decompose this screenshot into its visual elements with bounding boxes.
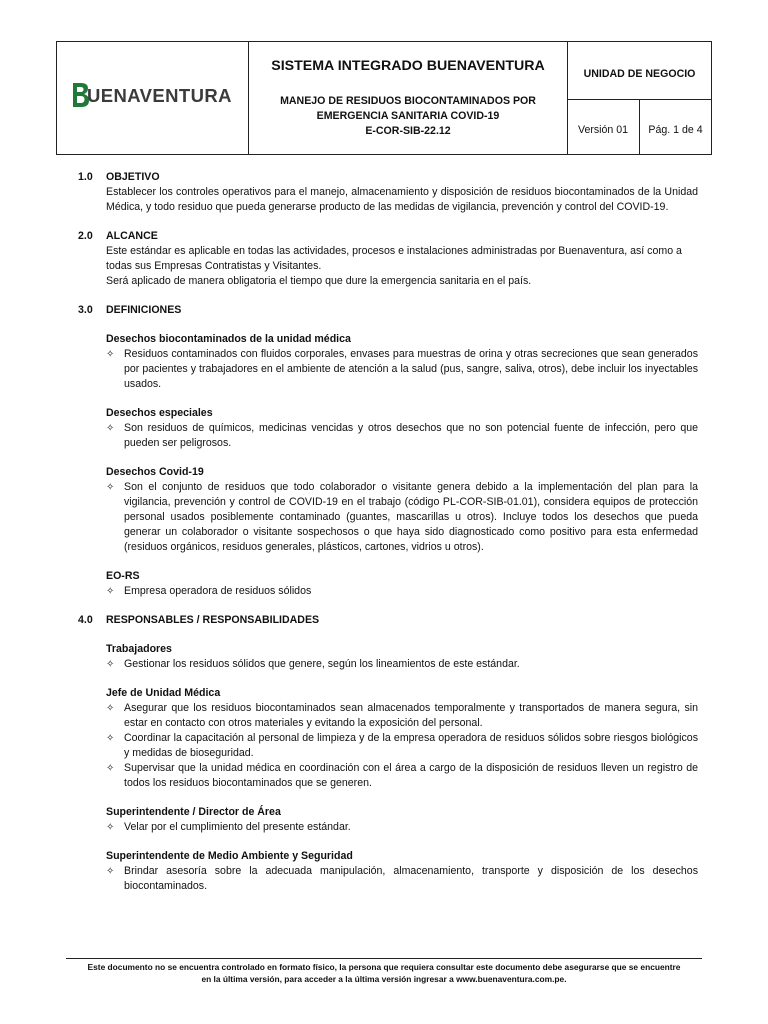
list-item-text: Brindar asesoría sobre la adecuada manipulación, almacenamiento, transporte y disposición de los desechos biocontaminados. (124, 865, 698, 892)
document-code: E-COR-SIB-22.12 (365, 125, 451, 137)
bullet-list (106, 480, 698, 555)
company-logo (71, 82, 247, 112)
footer-divider (66, 958, 702, 959)
list-item (106, 864, 698, 894)
list-item-text: Son el conjunto de residuos que todo colaborador o visitante genera debido a la implementación del plan para la vigilancia, prevención y control de COVID-19 en el trabajo (código PL-COR-SIB-01.01), considera equipos de protección personal usados posiblemente contaminado (guantes, mascarillas u otros). Incluye todos los desechos que pueda generar un colaborador o visitante sospechosos o que haya sido diagnosticado como positivo para esta enfermedad (residuos orgánicos, residuos generales, plásticos, cartones, vidrios u otros). (124, 481, 698, 553)
bullet-icon: ✧ (106, 733, 115, 744)
document-title (249, 94, 567, 139)
bullet-icon: ✧ (106, 349, 115, 360)
subheading: Desechos Covid-19 (106, 466, 204, 478)
document-title-line: EMERGENCIA SANITARIA COVID-19 (316, 110, 500, 122)
subheading: EO-RS (106, 570, 140, 582)
subheading: Trabajadores (106, 643, 172, 655)
section-responsables (78, 613, 698, 894)
logo-text: UENAVENTURA (87, 85, 232, 106)
list-item-text: Empresa operadora de residuos sólidos (124, 585, 312, 597)
list-item (106, 421, 698, 451)
section-heading (78, 613, 698, 628)
section-objetivo (78, 170, 698, 215)
section-title: OBJETIVO (106, 171, 160, 183)
section-title: DEFINICIONES (106, 304, 182, 316)
section-heading (78, 170, 698, 185)
subheading: Desechos especiales (106, 407, 213, 419)
document-body (78, 170, 698, 908)
bullet-icon: ✧ (106, 763, 115, 774)
list-item-text: Son residuos de químicos, medicinas vencidas y otros desechos que no son potencial fuente de infección, pero que pueden ser peligrosos. (124, 422, 698, 449)
bullet-icon: ✧ (106, 703, 115, 714)
bullet-list (106, 584, 698, 599)
header-divider (567, 42, 568, 154)
paragraph: Establecer los controles operativos para el manejo, almacenamiento y disposición de residuos biocontaminados de la Unidad Médica, y todo residuo que pueda generarse producto de las medidas de vigilancia, prevención y control del COVID-19. (106, 186, 698, 213)
section-number: 2.0 (78, 230, 93, 242)
section-alcance (78, 229, 698, 289)
list-item-text: Velar por el cumplimiento del presente estándar. (124, 821, 351, 833)
list-item (106, 584, 698, 599)
bullet-list (106, 347, 698, 392)
section-heading (78, 229, 698, 244)
section-number: 1.0 (78, 171, 93, 183)
paragraph: Este estándar es aplicable en todas las actividades, procesos e instalaciones administradas por Buenaventura, así como a todas sus Empresas Contratistas y Visitantes. (106, 245, 682, 272)
list-item (106, 701, 698, 731)
list-item-text: Supervisar que la unidad médica en coordinación con el área a cargo de la disposición de residuos lleven un registro de todos los residuos biocontaminados que se generen. (124, 762, 698, 789)
list-item (106, 761, 698, 791)
bullet-list (106, 701, 698, 791)
bullet-icon: ✧ (106, 586, 115, 597)
document-title-line: MANEJO DE RESIDUOS BIOCONTAMINADOS POR (280, 95, 536, 107)
subheading: Superintendente / Director de Área (106, 806, 281, 818)
bullet-icon: ✧ (106, 866, 115, 877)
bullet-icon: ✧ (106, 423, 115, 434)
system-title: SISTEMA INTEGRADO BUENAVENTURA (271, 58, 545, 74)
bullet-list (106, 864, 698, 894)
page-number: Pág. 1 de 4 (648, 124, 703, 136)
footer-line: en la última versión, para acceder a la última versión ingresar a www.buenaventura.com.pe. (201, 974, 567, 984)
list-item-text: Gestionar los residuos sólidos que genere, según los lineamientos de este estándar. (124, 658, 520, 670)
document-header (56, 41, 712, 155)
header-divider (567, 99, 711, 100)
paragraph: Será aplicado de manera obligatoria el tiempo que dure la emergencia sanitaria en el país. (106, 275, 532, 287)
list-item (106, 657, 698, 672)
bullet-icon: ✧ (106, 659, 115, 670)
list-item (106, 731, 698, 761)
version-label: Versión 01 (577, 124, 629, 136)
section-definiciones (78, 303, 698, 599)
subheading: Desechos biocontaminados de la unidad médica (106, 333, 351, 345)
list-item-text: Asegurar que los residuos biocontaminados sean almacenados temporalmente y transportados de manera segura, sin estar en contacto con otros materiales y evitando la exposición del personal. (124, 702, 698, 729)
bullet-list (106, 421, 698, 451)
list-item (106, 480, 698, 555)
document-footer (66, 961, 702, 985)
list-item-text: Coordinar la capacitación al personal de limpieza y de la empresa operadora de residuos sólidos sobre riesgos biológicos y medidas de bioseguridad. (124, 732, 698, 759)
subheading: Jefe de Unidad Médica (106, 687, 221, 699)
section-title: ALCANCE (106, 230, 158, 242)
list-item (106, 820, 698, 835)
list-item-text: Residuos contaminados con fluidos corporales, envases para muestras de orina y otras secreciones que sean generados por pacientes y trabajadores en el ambiente de atención a la salud (pus, sangre, saliva, otros), debe incluir los inyectables usados. (124, 348, 698, 390)
footer-line: Este documento no se encuentra controlado en formato físico, la persona que requiera consultar este documento debe asegurarse que se encuentre (87, 962, 681, 972)
bullet-list (106, 820, 698, 835)
section-heading (78, 303, 698, 318)
section-number: 3.0 (78, 304, 93, 316)
subheading: Superintendente de Medio Ambiente y Seguridad (106, 850, 353, 862)
section-number: 4.0 (78, 614, 93, 626)
bullet-list (106, 657, 698, 672)
bullet-icon: ✧ (106, 482, 115, 493)
business-unit: UNIDAD DE NEGOCIO (583, 68, 696, 80)
bullet-icon: ✧ (106, 822, 115, 833)
section-title: RESPONSABLES / RESPONSABILIDADES (106, 614, 320, 626)
list-item (106, 347, 698, 392)
